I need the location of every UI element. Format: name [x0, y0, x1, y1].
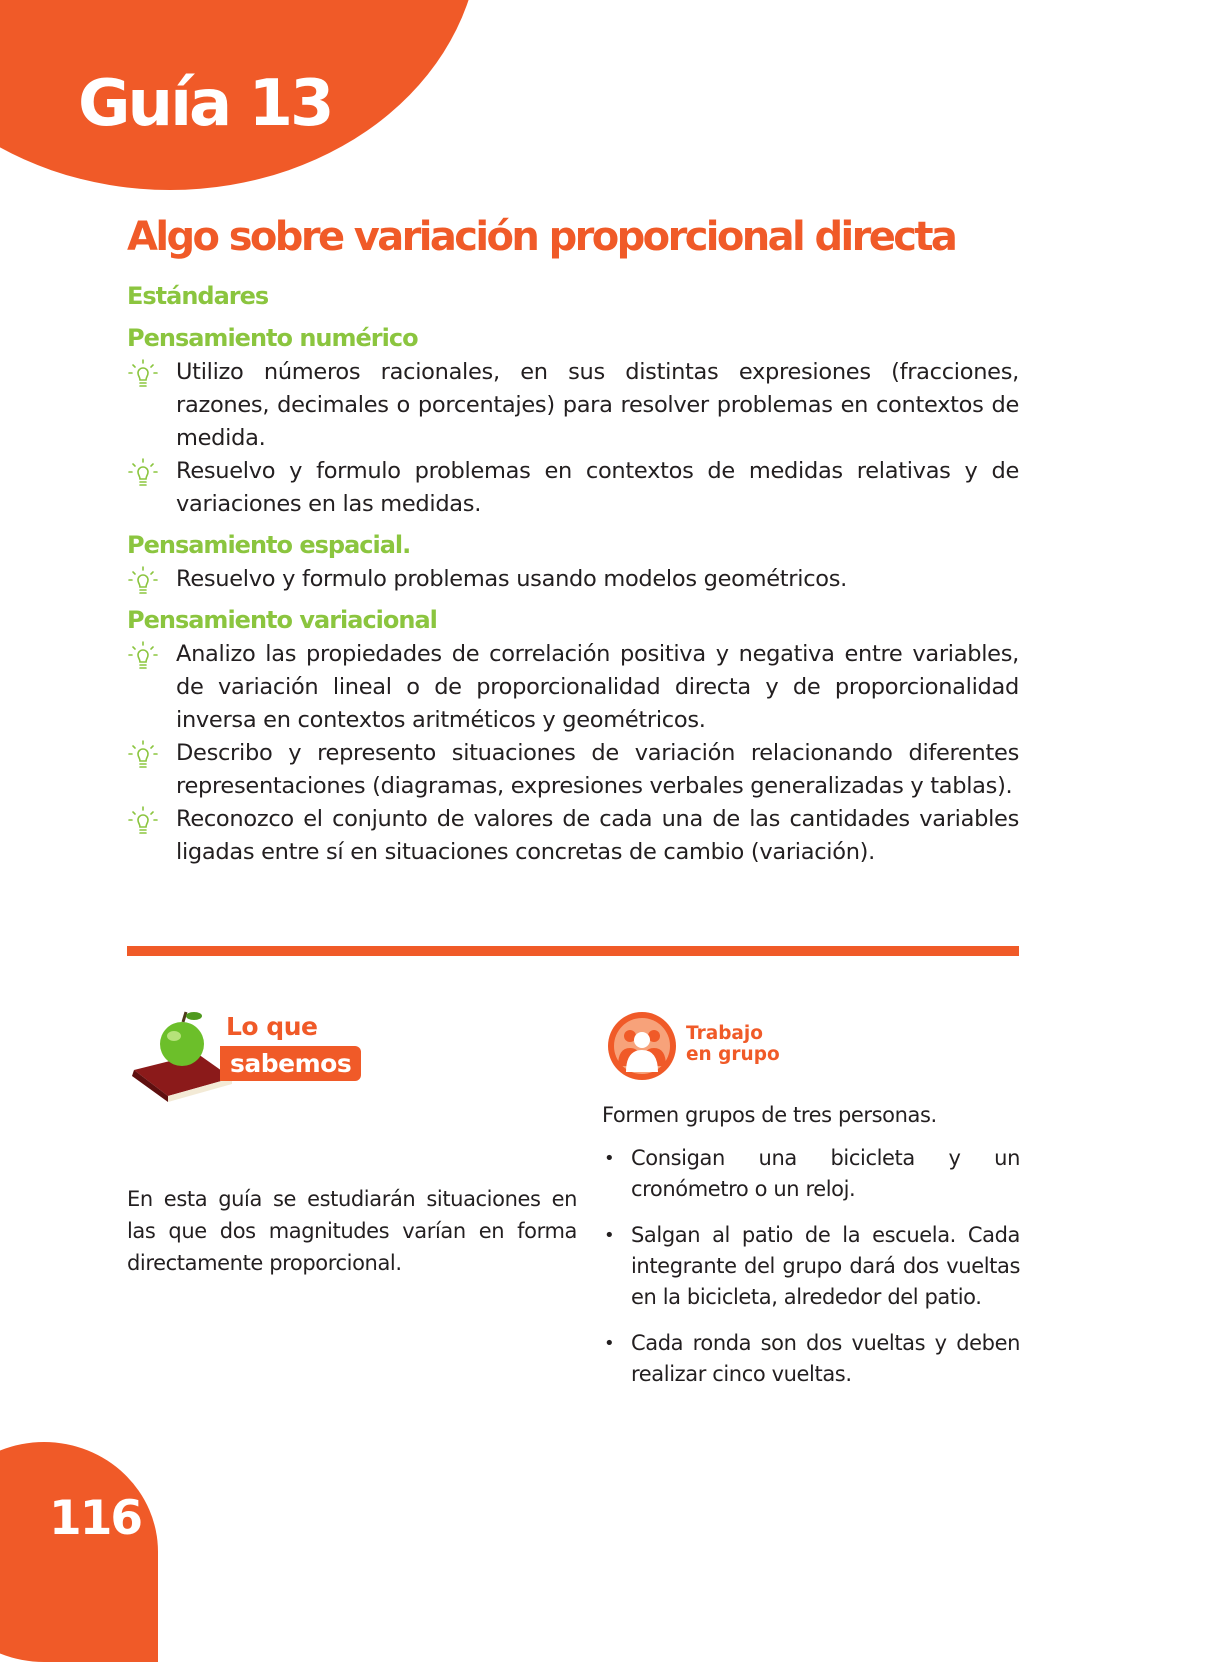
trabajo-en-grupo-label-2: en grupo	[686, 1044, 780, 1065]
lightbulb-icon	[127, 739, 159, 771]
list-item	[127, 638, 1019, 737]
section-heading-numerico: Pensamiento numérico	[127, 324, 418, 352]
standard-text: Analizo las propiedades de correlación positiva y negativa entre variables, de variación lineal o de proporcionalidad directa y de proporcionalidad inversa en contextos aritméticos y geométricos.	[176, 641, 1019, 733]
lightbulb-icon	[127, 565, 159, 597]
lightbulb-icon	[127, 640, 159, 672]
standards-list-numerico	[127, 356, 1027, 521]
trabajo-en-grupo-badge	[606, 1010, 826, 1090]
page-number-tab	[0, 1442, 158, 1662]
standards-list-variacional	[127, 638, 1027, 869]
list-item: • Consigan una bicicleta y un cronómetro o un reloj.	[602, 1143, 1020, 1205]
list-item	[127, 356, 1019, 455]
list-item: • Salgan al patio de la escuela. Cada integrante del grupo dará dos vueltas en la bicicleta, alrededor del patio.	[602, 1220, 1020, 1313]
standard-text: Reconozco el conjunto de valores de cada una de las cantidades variables ligadas entre sí en situaciones concretas de cambio (variación).	[176, 806, 1019, 865]
group-people-icon	[606, 1010, 678, 1082]
list-item	[127, 455, 1019, 521]
lo-que-sabemos-text: En esta guía se estudiarán situaciones en las que dos magnitudes varían en forma directamente proporcional.	[127, 1187, 577, 1275]
standard-text: Resuelvo y formulo problemas usando modelos geométricos.	[176, 566, 848, 592]
list-item	[127, 737, 1019, 803]
trabajo-list	[602, 1143, 1020, 1390]
guide-label: Guía 13	[78, 67, 332, 141]
lightbulb-icon	[127, 358, 159, 390]
list-item	[127, 803, 1019, 869]
standards-heading: Estándares	[127, 282, 269, 310]
trabajo-intro: Formen grupos de tres personas.	[602, 1103, 937, 1127]
standard-text: Resuelvo y formulo problemas en contextos de medidas relativas y de variaciones en las medidas.	[176, 458, 1019, 517]
page-number: 116	[49, 1491, 142, 1546]
section-heading-espacial: Pensamiento espacial.	[127, 531, 411, 559]
section-divider	[127, 946, 1019, 956]
list-item	[127, 563, 1019, 596]
page-title: Algo sobre variación proporcional directa	[127, 214, 956, 260]
lightbulb-icon	[127, 457, 159, 489]
trabajo-en-grupo-label	[686, 1023, 780, 1065]
lo-que-sabemos-label-1: Lo que	[226, 1012, 318, 1041]
standards-list-espacial	[127, 563, 1027, 596]
standards-section	[127, 280, 1027, 875]
trabajo-en-grupo-label-1: Trabajo	[686, 1023, 763, 1044]
standard-text: Utilizo números racionales, en sus distintas expresiones (fracciones, razones, decimales o porcentajes) para resolver problemas en contextos de medida.	[176, 359, 1019, 451]
trabajo-en-grupo-content	[602, 1100, 1020, 1405]
lo-que-sabemos-label-2: sabemos	[220, 1046, 361, 1081]
list-item: • Cada ronda son dos vueltas y deben realizar cinco vueltas.	[602, 1328, 1020, 1390]
standard-text: Describo y represento situaciones de variación relacionando diferentes representaciones (diagramas, expresiones verbales generalizadas y tablas).	[176, 740, 1019, 799]
section-heading-variacional: Pensamiento variacional	[127, 606, 437, 634]
lightbulb-icon	[127, 805, 159, 837]
lo-que-sabemos-badge	[128, 1008, 358, 1108]
